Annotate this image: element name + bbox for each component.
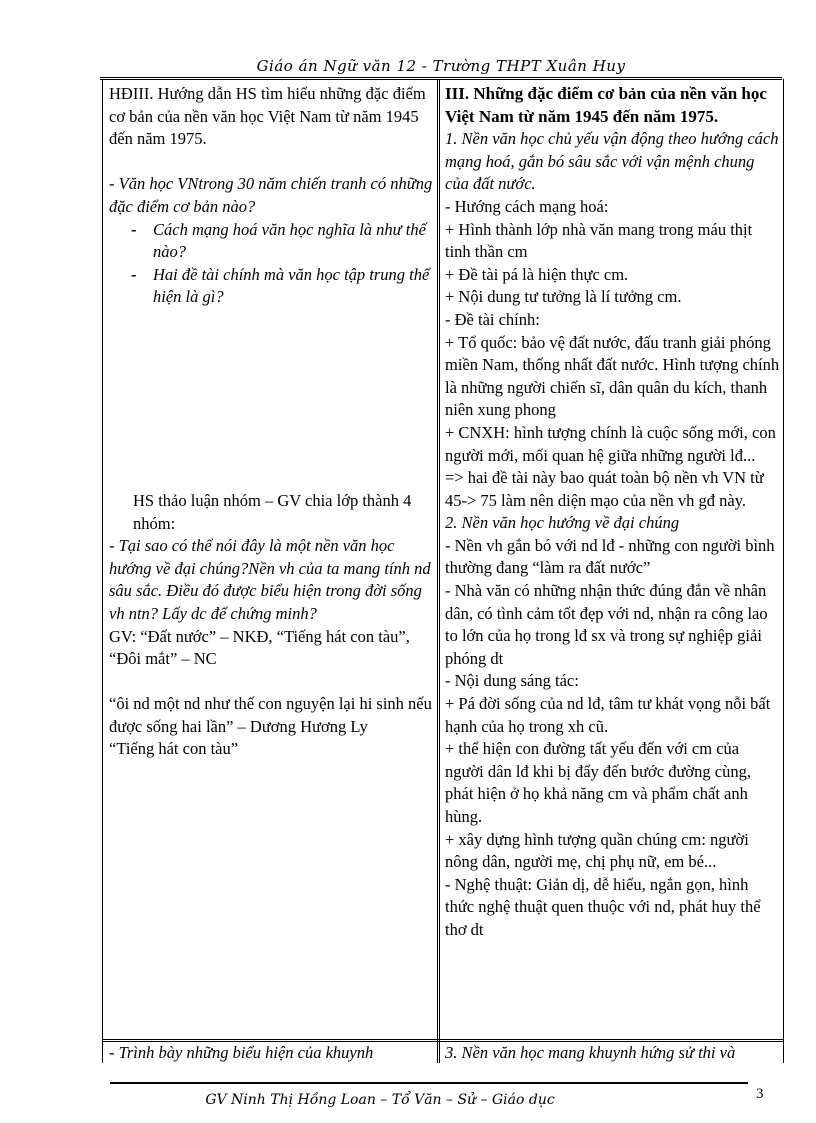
quote: “ôi nd một nd như thế con nguyện lại hi sinh nếu được sống hai lần” – Dương Hương Ly: [109, 694, 432, 736]
next-row-left: - Trình bày những biểu hiện của khuynh: [109, 1043, 374, 1062]
row-divider: [103, 1039, 783, 1042]
line-12: + Pá đời sống của nd lđ, tâm tư khát vọng nỗi bất hạnh của họ trong xh cũ.: [445, 694, 771, 736]
gv-note: GV: “Đất nước” – NKĐ, “Tiếng hát con tàu”, “Đôi mắt” – NC: [109, 626, 410, 669]
teacher-activity-column: [109, 83, 435, 761]
question-1: - Văn học VNtrong 30 năm chiến tranh có những đặc điểm cơ bản nào?: [109, 174, 433, 216]
line-1: - Hướng cách mạng hoá:: [445, 196, 609, 216]
line-15: - Nghệ thuật: Giản dị, dễ hiểu, ngắn gọn, hình thức nghệ thuật quen thuộc với nd, phát huy thể thơ dt: [445, 874, 761, 939]
line-6: + Tổ quốc: bảo vệ đất nước, đấu tranh giải phóng miền Nam, thống nhất đất nước. Hình tượng chính là những người chiến sĩ, dân quân du kích, thanh niên xung phong: [445, 332, 780, 420]
bullet-1: - Cách mạng hoá văn học nghĩa là như thế nào?: [131, 219, 426, 262]
lesson-table: [102, 79, 784, 1063]
bullet-2: - Hai đề tài chính mà văn học tập trung thể hiện là gì?: [131, 264, 430, 307]
footer-rule: [110, 1082, 748, 1084]
line-13: + thể hiện con đường tất yếu đến với cm của người dân lđ khi bị đẩy đến bước đường cùng, phát hiện ở họ khả năng cm và phẩm chất anh hùng.: [445, 739, 751, 826]
bullet-2-text: Hai đề tài chính mà văn học tập trung thể hiện là gì?: [153, 264, 430, 307]
next-row-right: 3. Nền văn học mang khuynh hứng sử thi và: [445, 1043, 736, 1062]
line-4: + Nội dung tư tưởng là lí tưởng cm.: [445, 287, 682, 307]
discussion-note: HS thảo luận nhóm – GV chia lớp thành 4 nhóm:: [133, 490, 412, 533]
page-header: Giáo án Ngữ văn 12 - Trường THPT Xuân Huy: [100, 55, 782, 80]
activity-intro: HĐIII. Hướng dẫn HS tìm hiểu những đặc điểm cơ bản của nền văn học Việt Nam từ năm 1945 đến năm 1975.: [109, 84, 426, 149]
bullet-1-text: Cách mạng hoá văn học nghĩa là như thế nào?: [153, 219, 426, 262]
line-5: - Đề tài chính:: [445, 309, 540, 329]
content-column: [445, 83, 781, 942]
line-14: + xây dựng hình tượng quần chúng cm: người nông dân, người mẹ, chị phụ nữ, em bé...: [445, 829, 749, 872]
page-footer: GV Ninh Thị Hồng Loan – Tổ Văn – Sử – Giáo dục: [205, 1092, 555, 1108]
line-10: - Nhà văn có những nhận thức đúng đắn về nhân dân, có tình cảm tốt đẹp với nd, nhận ra công lao to lớn của họ trong lđ sx và trong sự nghiệp giải phóng dt: [445, 581, 768, 668]
subsection-2: 2. Nền văn học hướng về đại chúng: [445, 513, 680, 533]
question-2: - Tại sao có thể nói đây là một nền văn học hướng về đại chúng?Nền vh của ta mang tính nd sâu sắc. Điều đó được biểu hiện trong đời sống vh ntn? Lấy dc để chứng minh?: [109, 536, 431, 623]
line-3: + Đề tài pá là hiện thực cm.: [445, 264, 629, 284]
line-11: - Nội dung sáng tác:: [445, 671, 579, 691]
section-title: III. Những đặc điểm cơ bản của nền văn học Việt Nam từ năm 1945 đến năm 1975.: [445, 84, 767, 126]
line-2: + Hình thành lớp nhà văn mang trong máu thịt tinh thần cm: [445, 219, 753, 262]
line-9: - Nền vh gắn bó với nd lđ - những con người bình thường đang “làm ra đất nước”: [445, 535, 775, 578]
column-divider: [437, 79, 440, 1063]
song-title: “Tiếng hát con tàu”: [109, 739, 239, 759]
line-7: + CNXH: hình tượng chính là cuộc sống mới, con người mới, mối quan hệ giữa những người lđ...: [445, 422, 776, 465]
subsection-1: 1. Nền văn học chủ yếu vận động theo hướng cách mạng hoá, gắn bó sâu sắc với vận mệnh chung của đất nước.: [445, 129, 779, 194]
page-number: 3: [756, 1086, 764, 1102]
line-8: => hai đề tài này bao quát toàn bộ nền vh VN từ 45-> 75 làm nên diện mạo của nền vh gđ này.: [445, 468, 764, 510]
